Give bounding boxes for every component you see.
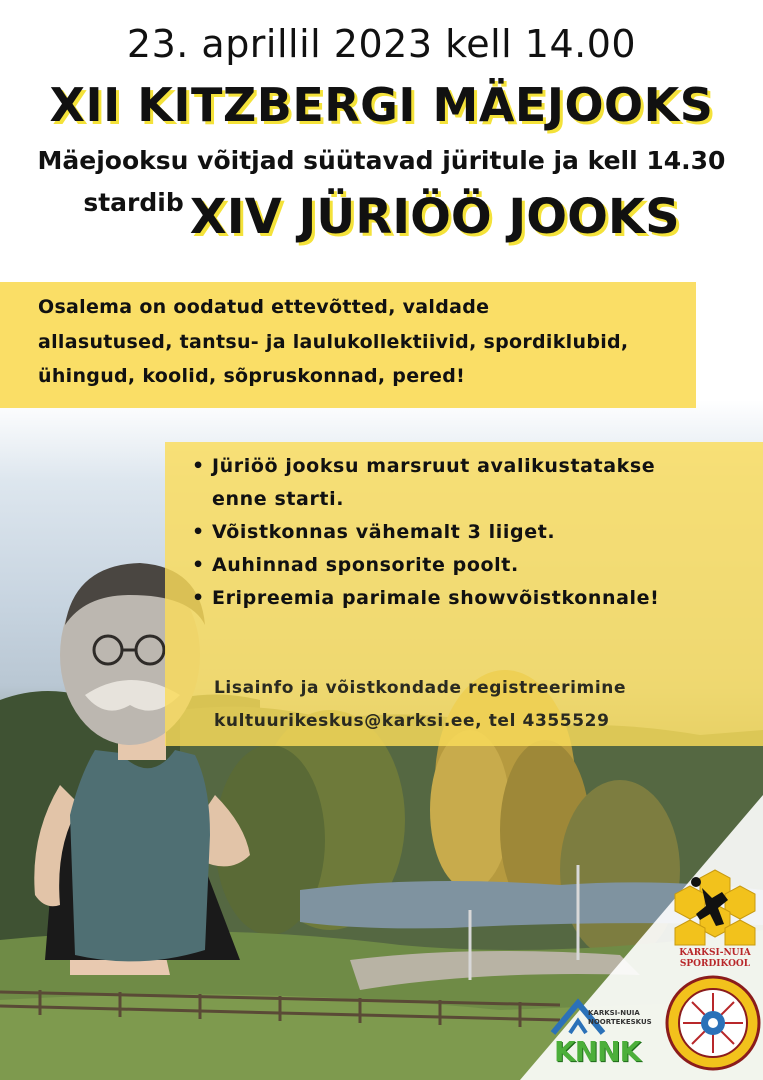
event-title-mountain-run: XII KITZBERGI MÄEJOOKS: [49, 78, 714, 132]
event-subline: Mäejooksu võitjad süütavad jüritule ja kell 14.30: [37, 146, 726, 175]
invite-text: [38, 290, 698, 394]
detail-item: [192, 582, 752, 615]
start-row: [0, 188, 763, 245]
youth-center-logo: [548, 995, 658, 1070]
event-date: 23. aprillil 2023 kell 14.00: [126, 22, 637, 66]
invite-line: allasutused, tantsu- ja laulukollektiivid, spordiklubid,: [38, 330, 629, 353]
sports-school-label: KARKSI-NUIA SPORDIKOOL: [679, 948, 751, 969]
start-word: stardib: [83, 188, 184, 217]
contact-info: [214, 672, 626, 738]
detail-item: [192, 549, 752, 582]
event-title-juriöö-run: XIV JÜRIÖÖ JOOKS: [189, 189, 680, 245]
detail-item: [192, 516, 752, 549]
sports-school-logo: [672, 868, 758, 974]
detail-text: Eripreemia parimale showvõistkonnale!: [212, 587, 660, 609]
invite-line: Osalema on oodatud ettevõtted, valdade: [38, 296, 490, 318]
contact-line: Lisainfo ja võistkondade registreerimine: [214, 678, 627, 698]
invite-line: ühingud, koolid, sõpruskonnad, pered!: [38, 365, 466, 387]
detail-item: [192, 450, 752, 516]
details-list: [192, 450, 752, 615]
detail-text: Jüriöö jooksu marsruut avalikustatakse: [212, 455, 656, 477]
contact-email-phone: kultuurikeskus@karksi.ee, tel 4355529: [214, 711, 610, 731]
detail-text: Võistkonnas vähemalt 3 liiget.: [212, 521, 556, 543]
youth-center-small-label: KARKSI-NUIA NOORTEKESKUS: [588, 1009, 652, 1026]
detail-text-cont: enne starti.: [212, 488, 345, 510]
hexagon-runner-icon: [672, 868, 758, 946]
youth-center-mark: KNNK: [554, 1035, 641, 1068]
detail-text: Auhinnad sponsorite poolt.: [212, 554, 519, 576]
culture-center-logo: [665, 975, 761, 1071]
